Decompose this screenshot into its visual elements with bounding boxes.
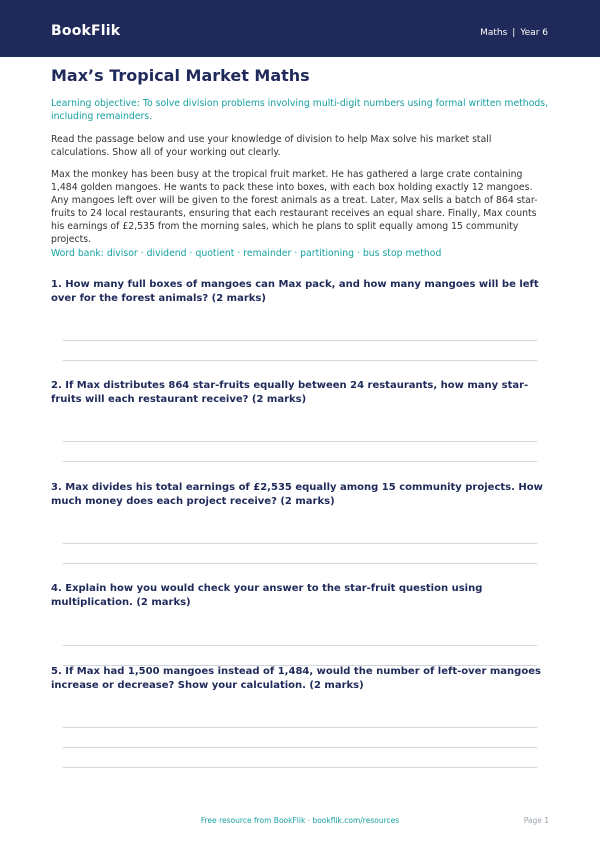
brand-logo[interactable]: BookFlik [51,23,121,39]
question-4: 4. Explain how you would check your answer to the star-fruit question using multiplication. (2 marks) [51,583,483,608]
answer-line[interactable] [63,543,537,544]
answer-line[interactable] [63,767,537,768]
answer-line[interactable] [63,340,537,341]
question-5: 5. If Max had 1,500 mangoes instead of 1,484, would the number of left-over mangoes increase or decrease? Show your calculation. (2 marks) [51,666,541,691]
instructions-text: Read the passage below and use your knowledge of division to help Max solve his market stall calculations. Show all of your working out clearly. [51,134,492,158]
subject-label: Maths [480,28,508,38]
question-1: 1. How many full boxes of mangoes can Max pack, and how many mangoes will be left over for the forest animals? (2 marks) [51,279,539,304]
header-separator: | [512,28,516,38]
question-2: 2. If Max distributes 864 star-fruits equally between 24 restaurants, how many star-fruits will each restaurant receive? (2 marks) [51,380,529,405]
answer-line[interactable] [63,645,537,646]
reading-passage: Max the monkey has been busy at the tropical fruit market. He has gathered a large crate containing 1,484 golden mangoes. He wants to pack these into boxes, with each box holding exactly 12 mangoes. Any mangoes left over will be given to the forest animals as a treat. Later, Max sells a batch of 864 star-fruits to 24 local restaurants, ensuring that each restaurant receives an equal share. Finally, Max counts his earnings of £2,535 from the morning sales, which he plans to split equally among 15 community projects. [51,169,538,245]
year-label: Year 6 [520,28,548,38]
word-bank: Word bank: divisor · dividend · quotient · remainder · partitioning · bus stop method [51,248,442,259]
answer-line[interactable] [63,360,537,361]
answer-line[interactable] [63,461,537,462]
learning-objective: Learning objective: To solve division problems involving multi-digit numbers using formal written methods, including remainders. [51,98,549,122]
header-meta [480,28,548,38]
page-number: Page 1 [523,816,549,825]
answer-line[interactable] [63,727,537,728]
page-title: Max’s Tropical Market Maths [51,66,310,85]
answer-line[interactable] [63,441,537,442]
answer-line[interactable] [63,563,537,564]
answer-line[interactable] [63,747,537,748]
footer-text[interactable]: Free resource from BookFlik · bookflik.com/resources [200,816,400,825]
question-3: 3. Max divides his total earnings of £2,535 equally among 15 community projects. How much money does each project receive? (2 marks) [51,482,543,507]
header-bar [0,0,600,57]
